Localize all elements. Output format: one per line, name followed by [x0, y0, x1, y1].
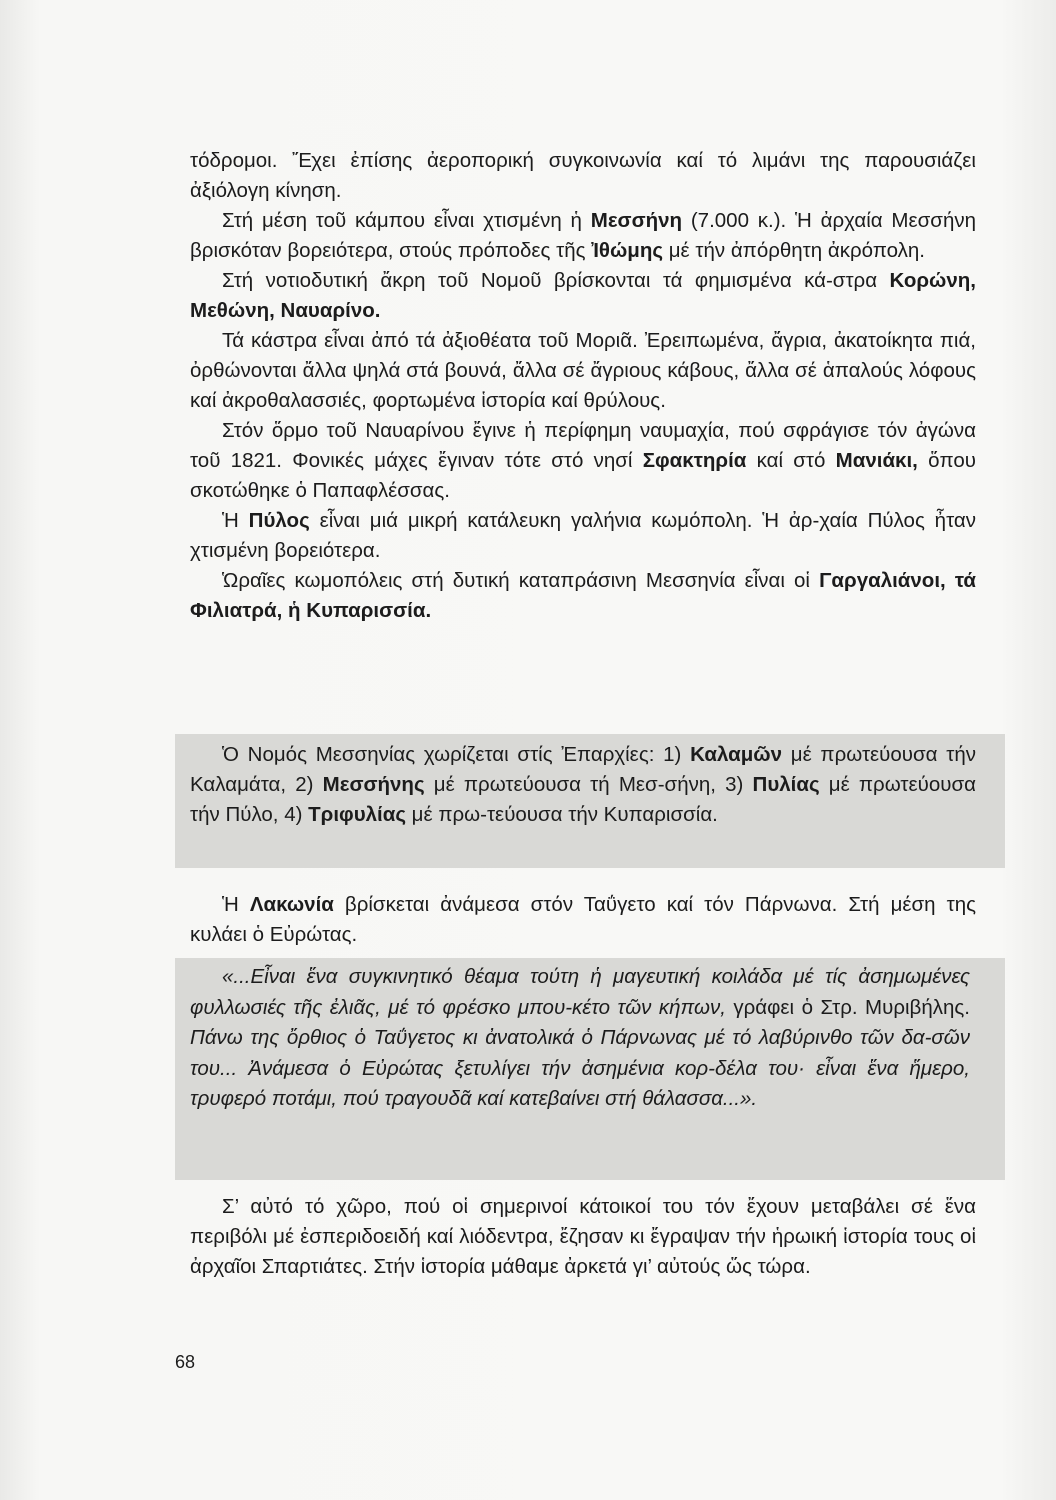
page-number: 68 [175, 1352, 196, 1372]
place-name: Μανιάκι, [835, 449, 918, 472]
paragraph: Στή νοτιοδυτική ἄκρη τοῦ Νομοῦ βρίσκονται τά φημισμένα κά-στρα Κορώνη, Μεθώνη, Ναυαρίνο. [190, 269, 976, 322]
place-name: Κορώνη, Μεθώνη, Ναυαρίνο. [190, 269, 976, 322]
province-name: Μεσσήνης [322, 773, 425, 796]
paragraph: Ἡ Λακωνία βρίσκεται ἀνάμεσα στόν Ταΰγετο καί τόν Πάρνωνα. Στή μέση της κυλάει ὁ Εὐρώτας. [190, 893, 976, 946]
paragraph: Στή μέση τοῦ κάμπου εἶναι χτισμένη ἡ Μεσσήνη (7.000 κ.). Ἡ ἀρχαία Μεσσήνη βρισκόταν βορειότερα, στούς πρόποδες τῆς Ἰθώμης μέ τήν ἀπόρθητη ἀκρόπολη. [190, 209, 977, 262]
paragraph: Ὡραῖες κωμοπόλεις στή δυτική καταπράσινη Μεσσηνία εἶναι οἱ Γαργαλιάνοι, τά Φιλιατρά, ἡ Κυπαρισσία. [190, 569, 976, 622]
main-text-bottom [190, 1192, 976, 1282]
province-name: Τριφυλίας [308, 803, 406, 826]
prefecture-provinces-text [190, 740, 976, 830]
paragraph: Ἡ Πύλος εἶναι μιά μικρή κατάλευκη γαλήνια κωμόπολη. Ἡ ἀρ-χαία Πύλος ἦταν χτισμένη βορειότερα. [190, 509, 976, 562]
place-name: Γαργαλιάνοι, τά Φιλιατρά, ἡ Κυπαρισσία. [190, 569, 976, 622]
myrivilis-quote [190, 962, 970, 1115]
paragraph: τόδρομοι. Ἔχει ἐπίσης ἀεροπορική συγκοινωνία καί τό λιμάνι της παρουσιάζει ἀξιόλογη κίνηση. [190, 149, 976, 202]
paragraph: Σ’ αὐτό τό χῶρο, πού οἱ σημερινοί κάτοικοί του τόν ἔχουν μεταβάλει σέ ἕνα περιβόλι μέ ἐσπεριδοειδή καί λιόδεντρα, ἔζησαν κι ἔγραψαν τήν ἡρωική ἱστορία τους οἱ ἀρχαῖοι Σπαρτιάτες. Στήν ἱστορία μάθαμε ἀρκετά γι’ αὐτούς ὥς τώρα. [190, 1195, 976, 1278]
paragraph: Στόν ὅρμο τοῦ Ναυαρίνου ἔγινε ἡ περίφημη ναυμαχία, πού σφράγισε τόν ἀγώνα τοῦ 1821. Φονικές μάχες ἔγιναν τότε στό νησί Σφακτηρία καί στό Μανιάκι, ὅπου σκοτώθηκε ὁ Παπαφλέσσας. [190, 419, 976, 502]
province-name: Πυλίας [752, 773, 820, 796]
place-name: Ἰθώμης [591, 239, 664, 262]
province-name: Καλαμῶν [690, 743, 783, 766]
quote-paragraph: «...Εἶναι ἕνα συγκινητικό θέαμα τούτη ἡ μαγευτική κοιλάδα μέ τίς ἀσημωμένες φυλλωσιές τῆς ἐλιᾶς, μέ τό φρέσκο μπου-κέτο τῶν κήπων, γράφει ὁ Στρ. Μυριβήλης. Πάνω της ὄρθιος ὁ Ταΰγετος κι ἀνατολικά ὁ Πάρνωνας μέ τό λαβύρινθο τῶν δα-σῶν του... Ἀνάμεσα ὁ Εὐρώτας ξετυλίγει τήν ἀσημένια κορ-δέλα του· εἶναι ἕνα ἥμερο, τρυφερό ποτάμι, πού τραγουδᾶ καί κατεβαίνει στή θάλασσα...». [190, 965, 970, 1110]
paragraph: Ὁ Νομός Μεσσηνίας χωρίζεται στίς Ἐπαρχίες: 1) Καλαμῶν μέ πρωτεύουσα τήν Καλαμάτα, 2) Μεσσήνης μέ πρωτεύουσα τή Μεσ-σήνη, 3) Πυλίας μέ πρωτεύουσα τήν Πύλο, 4) Τριφυλίας μέ πρω-τεύουσα τήν Κυπαρισσία. [190, 743, 977, 826]
place-name: Σφακτηρία [642, 449, 747, 472]
main-text-top [190, 146, 976, 626]
laconia-text [190, 890, 976, 950]
place-name: Μεσσήνη [590, 209, 683, 232]
place-name: Λακωνία [249, 893, 334, 916]
paragraph: Τά κάστρα εἶναι ἀπό τά ἀξιοθέατα τοῦ Μοριᾶ. Ἐρειπωμένα, ἄγρια, ἀκατοίκητα πιά, ὀρθώνονται ἄλλα ψηλά στά βουνά, ἄλλα σέ ἄγριους κάβους, ἄλλα σέ ἁπαλούς λόφους καί ἀκροθαλασσιές, φορτωμένα ἱστορία καί θρύλους. [190, 329, 976, 412]
place-name: Πύλος [248, 509, 310, 532]
